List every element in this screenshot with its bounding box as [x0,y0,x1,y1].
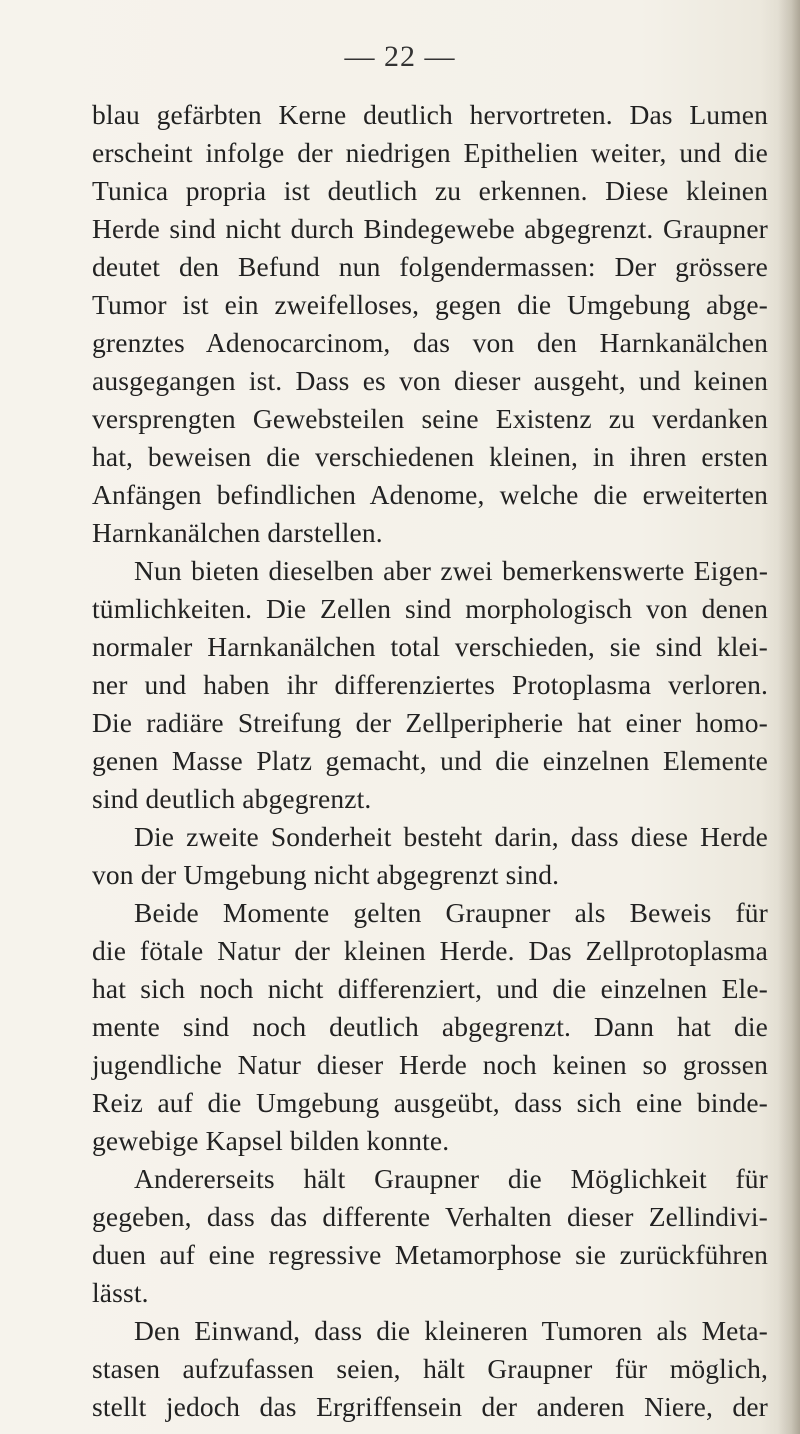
paragraph [92,1160,768,1312]
paragraph [92,552,768,818]
text-line: blau gefärbten Kerne deutlich hervortreten. Das Lumen [92,99,768,130]
text-line: grenztes Adenocarcinom, das von den Harnkanälchen [92,327,768,358]
text-line: genen Masse Platz gemacht, und die einzelnen Elemente [92,745,768,776]
text-line: mente sind noch deutlich abgegrenzt. Dann hat die [92,1011,768,1042]
page-edge-shadow [778,0,800,1434]
text-line: hat, beweisen die verschiedenen kleinen, in ihren ersten [92,441,768,472]
paragraph [92,1312,768,1426]
text-line: stasen aufzufassen seien, hält Graupner für möglich, [92,1353,768,1384]
text-line: Reiz auf die Umgebung ausgeübt, dass sich eine binde- [92,1087,768,1118]
text-line: hat sich noch nicht differenziert, und die einzelnen Ele- [92,973,768,1004]
text-line: sind deutlich abgegrenzt. [92,783,372,814]
paragraph [92,818,768,894]
text-line: Nun bieten dieselben aber zwei bemerkenswerte Eigen- [134,555,768,586]
text-line: ner und haben ihr differenziertes Protoplasma verloren. [92,669,768,700]
text-line: Andererseits hält Graupner die Möglichkeit für [134,1163,768,1194]
text-line: deutet den Befund nun folgendermassen: Der grössere [92,251,768,282]
text-line: gewebige Kapsel bilden konnte. [92,1125,450,1156]
paragraph [92,894,768,1160]
text-line: duen auf eine regressive Metamorphose sie zurückführen [92,1239,768,1270]
text-line: erscheint infolge der niedrigen Epithelien weiter, und die [92,137,768,168]
text-line: versprengten Gewebsteilen seine Existenz zu verdanken [92,403,768,434]
text-line: Beide Momente gelten Graupner als Beweis für [134,897,768,928]
text-line: normaler Harnkanälchen total verschieden, sie sind klei- [92,631,768,662]
text-line: Anfängen befindlichen Adenome, welche die erweiterten [92,479,768,510]
page-number: — 22 — [344,40,456,73]
text-line: lässt. [92,1277,149,1308]
text-line: Harnkanälchen darstellen. [92,517,383,548]
text-line: Den Einwand, dass die kleineren Tumoren als Meta- [134,1315,768,1346]
text-line: gegeben, dass das differente Verhalten dieser Zellindivi- [92,1201,768,1232]
text-line: die fötale Natur der kleinen Herde. Das Zellprotoplasma [92,935,768,966]
text-line: von der Umgebung nicht abgegrenzt sind. [92,859,560,890]
paragraph [92,96,768,552]
text-line: Herde sind nicht durch Bindegewebe abgegrenzt. Graupner [92,213,768,244]
text-line: jugendliche Natur dieser Herde noch keinen so grossen [92,1049,768,1080]
text-line: tümlichkeiten. Die Zellen sind morphologisch von denen [92,593,768,624]
text-line: Tumor ist ein zweifelloses, gegen die Umgebung abge- [92,289,768,320]
text-line: Die radiäre Streifung der Zellperipherie hat einer homo- [92,707,768,738]
text-line: Die zweite Sonderheit besteht darin, dass diese Herde [134,821,768,852]
text-line: Tunica propria ist deutlich zu erkennen. Diese kleinen [92,175,768,206]
body-text [92,96,768,1426]
text-line: ausgegangen ist. Dass es von dieser ausgeht, und keinen [92,365,768,396]
text-line: stellt jedoch das Ergriffensein der anderen Niere, der [92,1391,768,1422]
